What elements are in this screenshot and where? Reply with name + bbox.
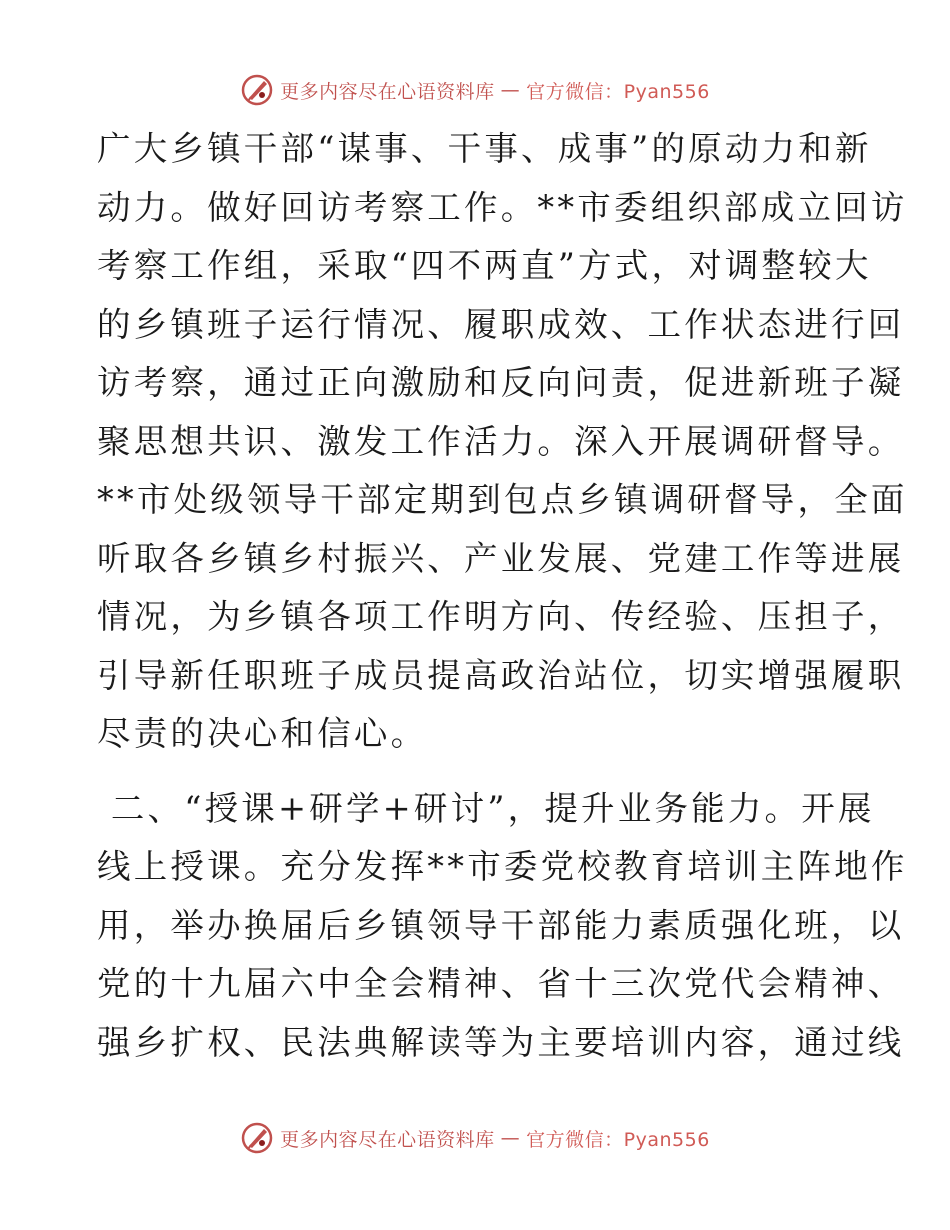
- text-line: 党的十九届六中全会精神、省十三次党代会精神、: [97, 964, 905, 1003]
- paragraph-1: [97, 120, 908, 764]
- text-line: 用，举办换届后乡镇领导干部能力素质强化班，以: [97, 905, 905, 945]
- text-line: 尽责的决心和信心。: [97, 714, 428, 753]
- text-line: 引导新任职班子成员提高政治站位，切实增强履职: [97, 655, 905, 695]
- banner-separator: —: [500, 79, 521, 101]
- section-heading-line: 二、“授课+研学+研讨”，提升业务能力。开展: [97, 788, 875, 828]
- banner-wechat: 官方微信：Pyan556: [526, 1128, 710, 1151]
- text-line: 访考察，通过正向激励和反向问责，促进新班子凝: [97, 363, 905, 402]
- quill-logo-icon: [240, 1121, 274, 1155]
- text-line: 情况，为乡镇各项工作明方向、传经验、压担子，: [97, 597, 905, 636]
- banner-text: 更多内容尽在心语资料库: [280, 80, 495, 103]
- banner-separator: —: [500, 1127, 521, 1149]
- banner-text: 更多内容尽在心语资料库: [280, 1128, 495, 1151]
- text-line: **市处级领导干部定期到包点乡镇调研督导，全面: [97, 480, 908, 519]
- quill-logo-icon: [240, 73, 274, 107]
- header-watermark-banner: [0, 70, 950, 110]
- footer-watermark-banner: [0, 1118, 950, 1158]
- text-line: 的乡镇班子运行情况、履职成效、工作状态进行回: [97, 304, 905, 344]
- paragraph-2: [97, 780, 908, 1073]
- document-body: [97, 120, 908, 1072]
- text-line: 聚思想共识、激发工作活力。深入开展调研督导。: [97, 421, 905, 461]
- text-line: 线上授课。充分发挥**市委党校教育培训主阵地作: [97, 847, 908, 886]
- text-line: 动力。做好回访考察工作。**市委组织部成立回访: [97, 187, 908, 227]
- text-line: 听取各乡镇乡村振兴、产业发展、党建工作等进展: [97, 538, 905, 578]
- banner-wechat: 官方微信：Pyan556: [526, 80, 710, 103]
- text-line: 广大乡镇干部“谋事、干事、成事”的原动力和新: [97, 129, 872, 168]
- text-line: 考察工作组，采取“四不两直”方式，对调整较大: [97, 246, 872, 285]
- text-line: 强乡扩权、民法典解读等为主要培训内容，通过线: [97, 1022, 905, 1062]
